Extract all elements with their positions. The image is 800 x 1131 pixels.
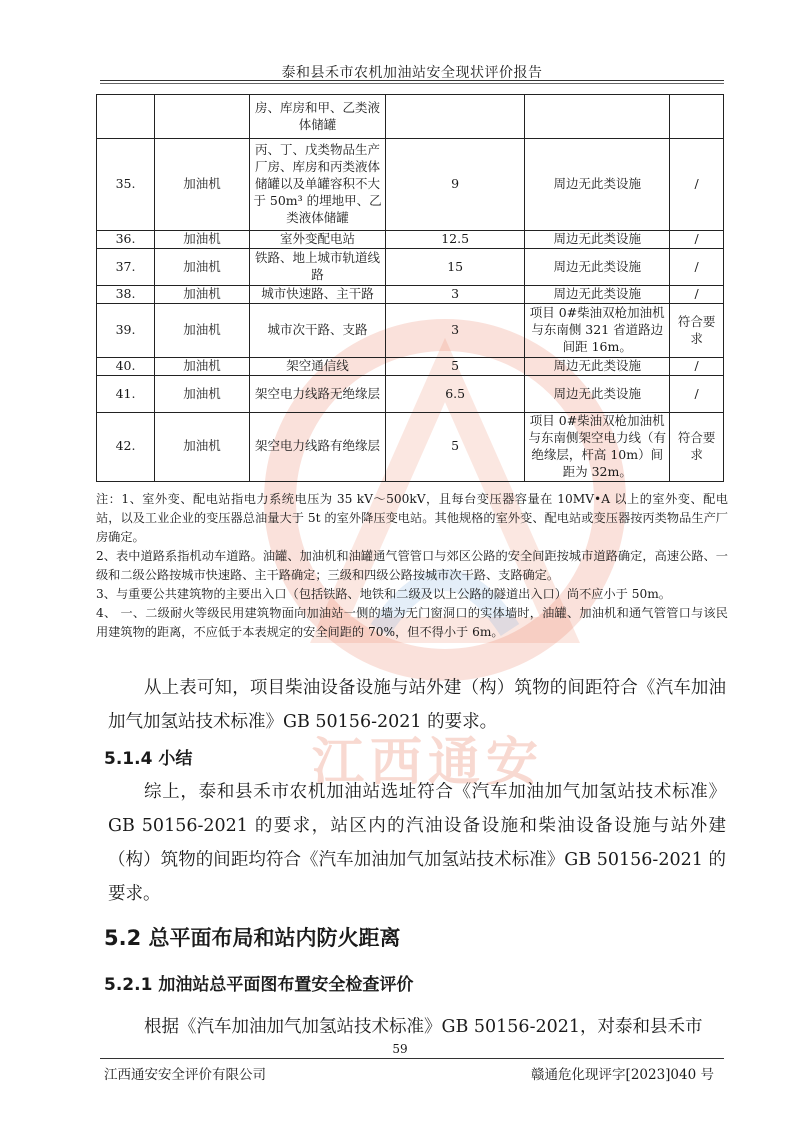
result-cell: /	[670, 139, 724, 231]
row-number: 38.	[97, 286, 155, 304]
standard-distance-cell: 3	[386, 304, 525, 358]
standard-distance-cell: 3	[386, 286, 525, 304]
row-number: 36.	[97, 231, 155, 249]
row-number: 39.	[97, 304, 155, 358]
equipment-cell: 加油机	[155, 358, 250, 376]
actual-condition-cell: 周边无此类设施	[525, 286, 670, 304]
facility-cell: 架空电力线路无绝缘层	[250, 376, 386, 413]
table-row	[97, 358, 724, 376]
summary-paragraph: 综上，泰和县禾市农机加油站选址符合《汽车加油加气加氢站技术标准》GB 50156-2021 的要求，站区内的汽油设备设施和柴油设备设施与站外建（构）筑物的间距均符合《汽车加油加气加氢站技术标准》GB 50156-2021 的要求。	[108, 782, 726, 904]
result-cell: /	[670, 286, 724, 304]
facility-cell: 铁路、地上城市轨道线路	[250, 249, 386, 286]
section-heading-5-1-4: 5.1.4 小结	[104, 749, 193, 769]
table-row	[97, 413, 724, 482]
conclusion-paragraph: 从上表可知，项目柴油设备设施与站外建（构）筑物的间距符合《汽车加油加气加氢站技术标准》GB 50156-2021 的要求。	[108, 678, 726, 732]
row-number: 40.	[97, 358, 155, 376]
result-cell: /	[670, 231, 724, 249]
standard-distance-cell: 5	[386, 358, 525, 376]
equipment-cell: 加油机	[155, 139, 250, 231]
facility-cell: 城市次干路、支路	[250, 304, 386, 358]
row-number: 41.	[97, 376, 155, 413]
equipment-cell: 加油机	[155, 304, 250, 358]
standard-distance-cell: 9	[386, 139, 525, 231]
standard-distance-cell: 15	[386, 249, 525, 286]
note-2: 2、表中道路系指机动车道路。油罐、加油机和油罐通气管管口与郊区公路的安全间距按城市道路确定，高速公路、一级和二级公路按城市快速路、主干路确定；三级和四级公路按城市次干路、支路确定。	[96, 549, 728, 582]
table-row	[97, 249, 724, 286]
watermark-text: 江西通安	[312, 733, 545, 793]
facility-cell: 丙、丁、戊类物品生产厂房、库房和丙类液体储罐以及单罐容积不大于 50m³ 的埋地甲、乙类液体储罐	[250, 139, 386, 231]
actual-condition-cell: 项目 0#柴油双枪加油机与东南侧架空电力线（有绝缘层，杆高 10m）间距为 32m。	[525, 413, 670, 482]
facility-cell: 室外变配电站	[250, 231, 386, 249]
header-rule	[100, 80, 724, 81]
table-row	[97, 95, 724, 139]
row-number: 35.	[97, 139, 155, 231]
actual-condition-cell: 周边无此类设施	[525, 249, 670, 286]
standard-distance-cell: 6.5	[386, 376, 525, 413]
result-cell: /	[670, 249, 724, 286]
standard-distance-cell: 5	[386, 413, 525, 482]
table-notes	[96, 490, 728, 642]
equipment-cell: 加油机	[155, 231, 250, 249]
section-heading-5-2-1: 5.2.1 加油站总平面图布置安全检查评价	[104, 975, 414, 995]
table-row	[97, 376, 724, 413]
footer-report-number: 赣通危化现评字[2023]040 号	[531, 1067, 714, 1083]
actual-condition-cell: 周边无此类设施	[525, 376, 670, 413]
table-row	[97, 286, 724, 304]
facility-cell: 城市快速路、主干路	[250, 286, 386, 304]
equipment-cell: 加油机	[155, 376, 250, 413]
row-number: 37.	[97, 249, 155, 286]
table-row	[97, 139, 724, 231]
row-number	[97, 95, 155, 139]
result-cell: /	[670, 376, 724, 413]
facility-cell: 架空电力线路有绝缘层	[250, 413, 386, 482]
actual-condition-cell: 周边无此类设施	[525, 139, 670, 231]
result-cell	[670, 95, 724, 139]
actual-condition-cell: 项目 0#柴油双枪加油机与东南侧 321 省道路边间距 16m。	[525, 304, 670, 358]
facility-cell: 房、库房和甲、乙类液体储罐	[250, 95, 386, 139]
footer-company: 江西通安安全评价有限公司	[104, 1067, 266, 1083]
row-number: 42.	[97, 413, 155, 482]
spacing-table	[96, 94, 724, 482]
standard-distance-cell: 12.5	[386, 231, 525, 249]
result-cell: 符合要求	[670, 413, 724, 482]
note-3: 3、与重要公共建筑物的主要出入口（包括铁路、地铁和二级及以上公路的隧道出入口）尚不应小于 50m。	[96, 587, 671, 601]
result-cell: /	[670, 358, 724, 376]
result-cell: 符合要求	[670, 304, 724, 358]
page-header-title: 泰和县禾市农机加油站安全现状评价报告	[281, 65, 543, 81]
equipment-cell: 加油机	[155, 249, 250, 286]
actual-condition-cell	[525, 95, 670, 139]
standard-distance-cell	[386, 95, 525, 139]
header-rule-thin	[100, 83, 724, 84]
evaluation-paragraph: 根据《汽车加油加气加氢站技术标准》GB 50156-2021，对泰和县禾市	[144, 1017, 703, 1037]
note-1: 注：1、室外变、配电站指电力系统电压为 35 kV～500kV，且每台变压器容量在 10MV•A 以上的室外变、配电站，以及工业企业的变压器总油量大于 5t 的室外降压变电站。其他规格的室外变、配电站或变压器按丙类物品生产厂房确定。	[96, 492, 728, 544]
footer-rule	[100, 1058, 724, 1059]
table-row	[97, 231, 724, 249]
note-4: 4、 一、二级耐火等级民用建筑物面向加油站一侧的墙为无门窗洞口的实体墙时，油罐、加油机和通气管管口与该民用建筑物的距离，不应低于本表规定的安全间距的 70%，但不得小于 6m。	[96, 606, 728, 639]
equipment-cell	[155, 95, 250, 139]
actual-condition-cell: 周边无此类设施	[525, 231, 670, 249]
actual-condition-cell: 周边无此类设施	[525, 358, 670, 376]
section-heading-5-2: 5.2 总平面布局和站内防火距离	[104, 926, 401, 950]
page-number: 59	[392, 1042, 408, 1056]
equipment-cell: 加油机	[155, 413, 250, 482]
equipment-cell: 加油机	[155, 286, 250, 304]
facility-cell: 架空通信线	[250, 358, 386, 376]
table-row	[97, 304, 724, 358]
